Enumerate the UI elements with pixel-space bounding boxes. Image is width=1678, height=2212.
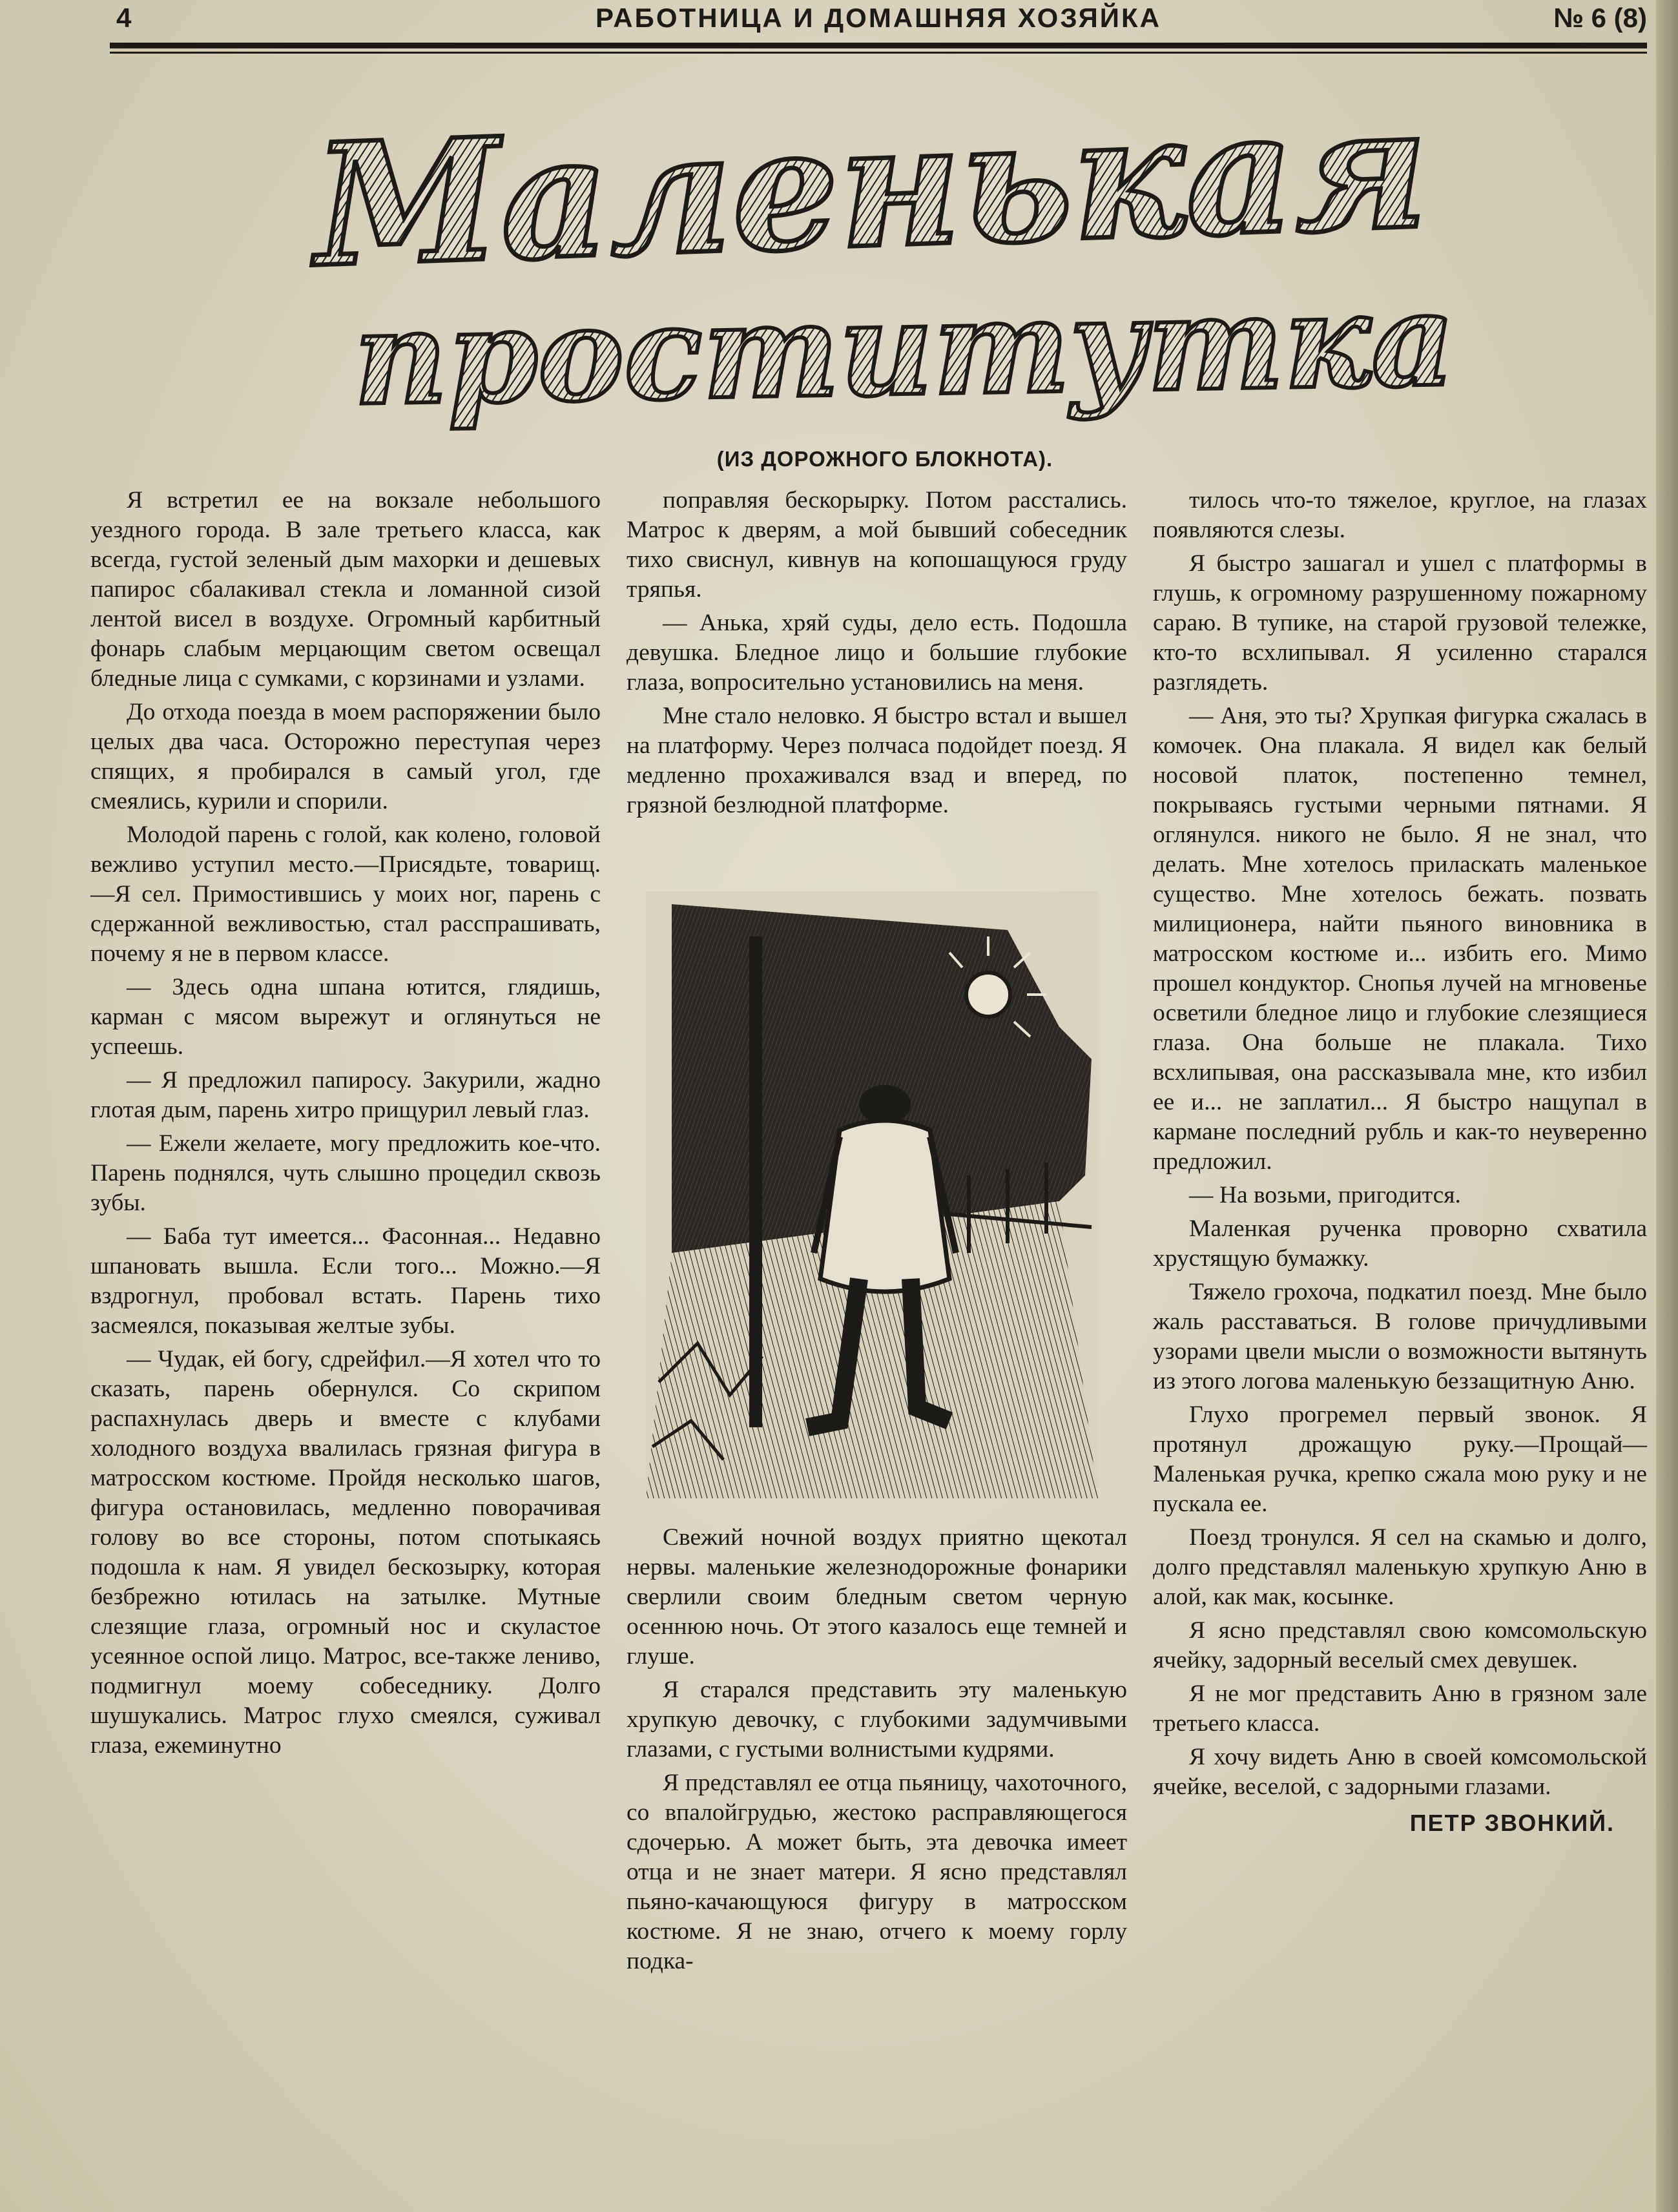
article-headline	[258, 84, 1486, 446]
issue-number: № 6 (8)	[1553, 3, 1647, 33]
text-column-2-bottom	[627, 1523, 1127, 1980]
paragraph: Я ясно представлял свою комсомольскую ячейку, задорный веселый смех девушек.	[1153, 1617, 1647, 1673]
paragraph: Глухо прогремел первый звонок. Я протянул дрожащую руку.—Прощай—Маленькая ручка, крепко сжала мою руку и не пускала ее.	[1153, 1401, 1647, 1517]
paragraph: — Баба тут имеется... Фасонная... Недавно шпановать вышла. Если того... Можно.—Я вздрогнул, пробовал встать. Парень тихо засмеялся, показывая желтые зубы.	[90, 1223, 601, 1339]
paragraph: Поезд тронулся. Я сел на скамью и долго, долго представлял маленькую хрупкую Аню в алой, как мак, косынке.	[1153, 1524, 1647, 1610]
paragraph: Я старался представить эту маленькую хрупкую девочку, с глубокими задумчивыми глазами, с густыми волнистыми кудрями.	[627, 1677, 1127, 1762]
paragraph: До отхода поезда в моем распоряжении было целых два часа. Осторожно переступая через спящих, я пробирался в самый угол, где смеялись, курили и спорили.	[90, 699, 601, 814]
page-edge	[1656, 0, 1678, 2212]
paragraph: Маленкая рученка проворно схватила хрустящую бумажку.	[1153, 1215, 1647, 1272]
paragraph: тилось что-то тяжелое, круглое, на глазах появляются слезы.	[1153, 487, 1647, 543]
text-column-1	[90, 486, 601, 1764]
paragraph: Молодой парень с голой, как колено, головой вежливо уступил место.—Присядьте, товарищ.—Я сел. Примостившись у моих ног, парень с сдержанной вежливостью, стал расспрашивать, почему я не в первом классе.	[90, 822, 601, 967]
paragraph: Я быстро зашагал и ушел с платформы в глушь, к огромному разрушенному пожарному сараю. В тупике, на старой грузовой тележке, кто-то всхлипывал. Я усиленно старался разглядеть.	[1153, 550, 1647, 696]
text-column-3	[1153, 486, 1647, 1838]
paragraph: Я хочу видеть Аню в своей комсомольской ячейке, веселой, с задорными глазами.	[1153, 1744, 1647, 1800]
paragraph: — Чудак, ей богу, сдрейфил.—Я хотел что то сказать, парень обернулся. Со скрипом распахнулась дверь и вместе с клубами холодного воздуха ввалилась грязная фигура в матросском костюме. Пройдя несколько шагов, фигура остановилась, медленно поворачивая голову во все стороны, потом спотыкаясь подошла к нам. Я увидел бескозырку, которая безбрежно ютилась на затылке. Мутные слезящие глаза, огромный нос и скуластое усеянное оспой лицо. Матрос, все-также лениво, подмигнул моему собеседнику. Долго шушукались. Матрос глухо смеялся, суживал глаза, ежеминутно	[90, 1346, 601, 1759]
publication-title: РАБОТНИЦА И ДОМАШНЯЯ ХОЗЯЙКА	[596, 3, 1161, 33]
page-header	[110, 1, 1647, 40]
paragraph: — На возьми, пригодится.	[1189, 1182, 1461, 1208]
paragraph: Мне стало неловко. Я быстро встал и вышел на платформу. Через полчаса подойдет поезд. Я медленно прохаживался взад и вперед, по грязной безлюдной платформе.	[627, 703, 1127, 818]
header-rule-thick	[110, 43, 1647, 48]
paragraph: Я не мог представить Аню в грязном зале третьего класса.	[1153, 1680, 1647, 1737]
header-rule-thin	[110, 52, 1647, 54]
headline-line1: Маленькая	[311, 84, 1431, 305]
platform-illustration	[646, 891, 1098, 1498]
paragraph: Я представлял ее отца пьяницу, чахоточного, со впалойгрудью, жестоко расправляющегося сдочерью. А может быть, эта девочка имеет отца и не знает матери. Я ясно представлял пьяно-качающуюся фигуру в матросском костюме. Я не знаю, отчего к моему горлу подка-	[627, 1770, 1127, 1974]
paragraph: Я встретил ее на вокзале небольшого уездного города. В зале третьего класса, как всегда, густой зеленый дым махорки и дешевых папирос сбалакивал стекла и ломанной сизой лентой висел в воздухе. Огромный карбитный фонарь слабым мерцающим светом освещал бледные лица с сумками, с корзинами и узлами.	[90, 487, 601, 692]
paragraph: Свежий ночной воздух приятно щекотал нервы. маленькие железнодорожные фонарики сверлили своим бледным светом черную осеннюю ночь. От этого казалось еще темней и глуше.	[627, 1524, 1127, 1669]
paragraph: — Анька, хряй суды, дело есть. Подошла девушка. Бледное лицо и большие глубокие глаза, вопросительно установились на меня.	[627, 610, 1127, 696]
headline-line2: проститутка	[352, 264, 1456, 435]
article-subtitle: (ИЗ ДОРОЖНОГО БЛОКНОТА).	[716, 447, 1053, 471]
paragraph: Тяжело грохоча, подкатил поезд. Мне было жаль расставаться. В голове причудливыми узорами цвели мысли о возможности вытянуть из этого логова маленькую беззащитную Аню.	[1153, 1279, 1647, 1394]
paragraph: — Здесь одна шпана ютится, глядишь, карман с мясом вырежут и оглянуться не успеешь.	[90, 974, 601, 1060]
page-number: 4	[116, 3, 132, 33]
author-signature: ПЕТР ЗВОНКИЙ.	[1409, 1810, 1615, 1836]
paragraph: — Аня, это ты? Хрупкая фигурка сжалась в комочек. Она плакала. Я видел как белый носовой платок, постепенно темнел, покрываясь густыми черными пятнами. Я оглянулся. никого не было. Я не знал, что делать. Мне хотелось приласкать маленькое существо. Мне хотелось бежать. позвать милиционера, найти пьяного виновника в матросском костюме и... избить его. Мимо прошел кондуктор. Снопья лучей на мгновенье осветили бледное лицо и глубокие слезящиеся глаза. Она больше не плакала. Тихо всхлипывая, она рассказывала мне, кто избил ее и... не заплатил... Я быстро нащупал в кармане последний рубль и как-то неуверенно предложил.	[1153, 703, 1647, 1175]
paragraph: — Я предложил папиросу. Закурили, жадно глотая дым, парень хитро прищурил левый глаз.	[90, 1067, 601, 1123]
paragraph: — Ежели желаете, могу предложить кое-что. Парень поднялся, чуть слышно процедил сквозь зубы.	[90, 1130, 601, 1216]
text-column-2-top	[627, 486, 1127, 824]
paragraph: поправляя бескорырку. Потом расстались. Матрос к дверям, а мой бывший собеседник тихо свиснул, кивнув на копошащуюся груду тряпья.	[627, 487, 1127, 603]
